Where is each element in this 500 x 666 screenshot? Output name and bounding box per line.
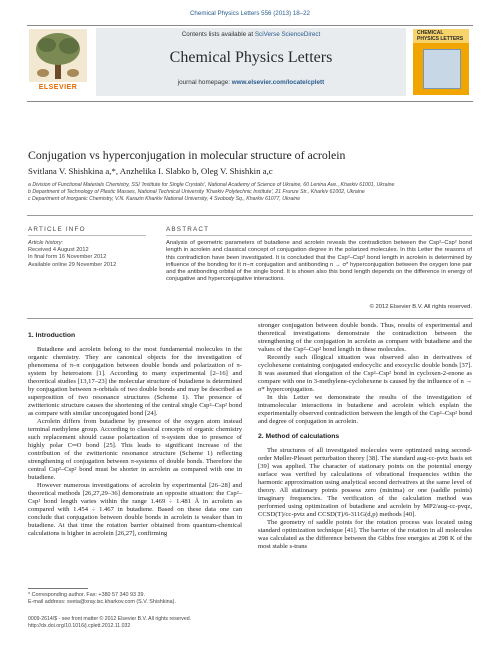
paragraph: In this Letter we demonstrate the results of the investigation of intramolecular interactions in butadiene and acrolein which explain the experimentally observed contradiction between the length of the Csp²–Csp² bond and degree of conjugation in acrolein.	[258, 394, 472, 425]
abstract-rule	[166, 235, 472, 236]
contents-prefix: Contents lists available at	[181, 31, 255, 38]
author-email: E-mail address: sveta@xray.isc.kharkov.com (S.V. Shishkina).	[28, 598, 176, 605]
history-received: Received 4 August 2012	[28, 247, 89, 254]
body-right-column	[258, 322, 472, 551]
article-info-label: ARTICLE INFO	[28, 226, 86, 233]
history-final: In final form 16 November 2012	[28, 254, 107, 261]
body-left-column	[28, 332, 242, 538]
contents-line	[96, 31, 406, 38]
history-online: Available online 29 November 2012	[28, 261, 117, 268]
publisher-name: ELSEVIER	[38, 84, 78, 91]
divider-lower	[27, 318, 473, 319]
history-label: Article history:	[28, 240, 64, 246]
journal-title: Chemical Physics Letters	[169, 49, 333, 66]
article-history	[28, 240, 148, 269]
doi-link[interactable]: http://dx.doi.org/10.1016/j.cplett.2012.11.032	[28, 622, 131, 629]
homepage-prefix: journal homepage:	[177, 79, 232, 86]
paragraph: Butadiene and acrolein belong to the most fundamental molecules in the organic chemistry. They are canonical objects for the investigation of phenomena of π–π conjugation between double bonds and polarization of π-system by heteroatom [1]. According to many experimental [2–16] and theoretical studies [13,17–23] the molecular structure of butadiene is determined by conjugation between π-orbitals of two double bonds and may be described as superposition of two resonance structures (Scheme 1). The presence of zwitterionic structure causes the shortening of the central single Csp²–Csp² bond as compare with similar unconjugated bond [24].	[28, 346, 242, 417]
corresponding-author: * Corresponding author. Fax: +380 57 340 93 39.	[28, 592, 146, 598]
divider	[27, 215, 473, 216]
footnote	[28, 592, 248, 606]
homepage-link[interactable]: www.elsevier.com/locate/cplett	[231, 79, 325, 86]
journal-citation: Chemical Physics Letters 556 (2013) 18–22	[189, 10, 311, 17]
affiliation-c: c Department of Inorganic Chemistry, V.N. Karazin Kharkiv National University, 4 Svobody Sq., Kharkiv 61077, Ukraine	[28, 196, 301, 202]
title-text: Conjugation vs hyperconjugation in molecular structure of acrolein	[28, 148, 346, 162]
abstract-label: ABSTRACT	[166, 226, 210, 233]
abstract-text: Analysis of geometric parameters of butadiene and acrolein reveals the contradiction between the Csp²–Csp² bond length in acrolein and classical concept of conjugation degree in the polarized molecules. In this Letter the reasons of this contradiction have been investigated. It is concluded that the Csp²–Csp² bond length in acrolein is determined by influence of the bonding for it π–π conjugation and antibonding n → σ* hyperconjugation between the oxygen lone pair and the antibonding orbital of the single bond. It is shown also this bond length depends on the difference in energy of conjugative and hyperconjugative interactions.	[166, 240, 472, 283]
article-title	[28, 148, 345, 163]
copyright: © 2012 Elsevier B.V. All rights reserved.	[369, 304, 472, 310]
methods-heading: 2. Method of calculations	[258, 433, 340, 440]
paragraph: The geometry of saddle points for the rotation process was located using standard optimization technique [41]. The barrier of the rotation in all molecules was calculated as the difference between the Gibbs free energies at 298 K of the most stable s-trans	[258, 519, 472, 550]
cover-title: CHEMICAL PHYSICS LETTERS	[417, 30, 464, 42]
affiliation-a: a Division of Functional Materials Chemistry, SSI 'Institute for Single Crystals', National Academy of Science of Ukraine, 60 Lenina Ave., Kharkiv 61001, Ukraine	[28, 182, 395, 188]
paragraph: The structures of all investigated molecules were optimized using second-order Møller-Plesset perturbation theory [38]. The standard aug-cc-pvtz basis set [39] was applied. The character of stationary points on the potential energy surface was verified by calculations of vibrational frequencies within the harmonic approximation using analytical second derivatives at the same level of theory. All stationary points possess zero (minima) or one (saddle points) imaginary frequencies. The verification of the calculation method was performed using optimization of butadiene and acrolein by MP2/aug-cc-pvqz, CCSD(T)/cc-pvtz and CCSD(T)/6-311G(d,p) methods [40].	[258, 447, 472, 518]
paragraph: However numerous investigations of acrolein by experimental [26–28] and theoretical methods [26,27,29–36] demonstrate an opposite situation: the Csp²–Csp² bond length varies within the range 1.469 ÷ 1.481 Å in acrolein as compared with 1.454 ÷ 1.467 in butadiene. Based on these data one can conclude that conjugation between double bonds in acrolein is weaker than in butadiene. At that time the rotation barrier obtained from quantum-chemical calculations is higher in acrolein [26,27], confirming	[28, 482, 242, 537]
paragraph: Acrolein differs from butadiene by presence of the oxygen atom instead terminal methylene group. According to classical concepts of organic chemistry such replacement should cause polarization of π-system due to presence of highly polar C═O bond [25]. This leads to significant increase of the contribution of the zwitterionic resonance structure (Scheme 1) reflecting strengthening of conjugation between π-systems of double bonds. Therefore the central Csp²–Csp² bond must be shorter in acrolein as compared with one in butadiene.	[28, 418, 242, 481]
journal-cover	[413, 29, 469, 95]
cover-image	[423, 49, 461, 89]
intro-heading: 1. Introduction	[28, 332, 76, 339]
info-rule	[28, 235, 146, 236]
affiliation-b: b Department of Technology of Plastic Masses, National Technical University 'Kharkiv Polytechnic Institute', 21 Frunze Str., Kharkiv 61002, Ukraine	[28, 189, 365, 195]
issn-line: 0009-2614/$ - see front matter © 2012 Elsevier B.V. All rights reserved.	[28, 616, 192, 622]
sciencedirect-link[interactable]: SciVerse ScienceDirect	[254, 31, 321, 38]
front-matter	[28, 616, 328, 629]
footnote-rule	[28, 588, 88, 589]
paragraph: stronger conjugation between double bonds. Thus, results of experimental and theoretical investigations demonstrate the contradiction between the strengthening of the conjugation in acrolein as compare with butadiene and the values of the Csp²–Csp² bond length in these molecules.	[258, 322, 472, 353]
paragraph: Recently such illogical situation was observed also in derivatives of cyclohexene containing conjugated endocyclic and exocyclic double bonds [37]. It was assumed that elongation of the Csp²–Csp² bond in cycloxen-2-enone as compare with one in 3-methylene-cyclohexene is caused by the influence of n → σ* hyperconjugation.	[258, 354, 472, 393]
elsevier-tree-logo	[29, 29, 87, 82]
author-list: Svitlana V. Shishkina a,*, Anzhelika I. Slabko b, Oleg V. Shishkin a,c	[28, 166, 273, 176]
journal-homepage	[96, 79, 406, 86]
